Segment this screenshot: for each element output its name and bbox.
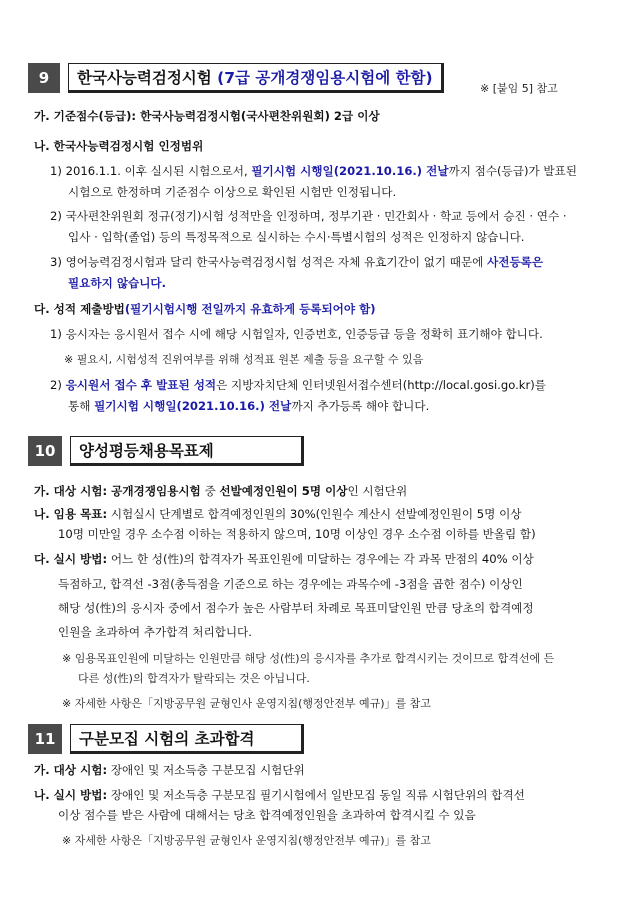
item-da bbox=[34, 301, 376, 317]
section-title bbox=[70, 724, 304, 754]
highlight: (필기시험시행 전일까지 유효하게 등록되어야 함) bbox=[124, 302, 376, 316]
item-na-cont: 10명 미만일 경우 소수점 이하는 적용하지 않으며, 10명 이상인 경우 소수점 이하를 반올림 함) bbox=[58, 527, 536, 541]
text: 까지 추가등록 해야 합니다. bbox=[291, 399, 430, 413]
section-title-text: 양성평등채용목표제 bbox=[79, 442, 214, 460]
item-ga: 가. 기준점수(등급): 한국사능력검정시험(국사편찬위원회) 2급 이상 bbox=[34, 109, 380, 123]
item-da-cont: 득점하고, 합격선 -3점(총득점을 기준으로 하는 경우에는 과목수에 -3점을 곱한 점수) 이상인 bbox=[58, 577, 523, 591]
text: 은 지방자치단체 인터넷원서접수센터(http://local.gosi.go.kr)를 bbox=[216, 378, 546, 392]
item-da-cont: 해당 성(性)의 응시자 중에서 점수가 높은 사람부터 차례로 목표미달인원 만큼 당초의 합격예정 bbox=[58, 601, 534, 615]
item-da-cont: 인원을 초과하여 추가합격 처리합니다. bbox=[58, 625, 252, 639]
section-9-header bbox=[28, 63, 444, 93]
reference-note: ※ [붙임 5] 참고 bbox=[480, 82, 558, 95]
section-title-text: 한국사능력검정시험 bbox=[77, 69, 212, 87]
section-number: 9 bbox=[28, 63, 60, 93]
text: 선발예정인원이 5명 이상 bbox=[219, 484, 348, 498]
text: 통해 bbox=[68, 399, 91, 413]
text: 시험실시 단계별로 합격예정인원의 30%(인원수 계산시 선발예정인원이 5명 이상 bbox=[110, 507, 522, 521]
section-number: 10 bbox=[28, 436, 62, 466]
da-subitem-2-cont bbox=[68, 398, 429, 414]
label: 나. 임용 목표: bbox=[34, 507, 108, 521]
note: ※ 자세한 사항은「지방공무원 균형인사 운영지침(행정안전부 예규)」를 참고 bbox=[62, 697, 431, 710]
text: 중 bbox=[204, 484, 216, 498]
highlight: 응시원서 접수 후 발표된 성적 bbox=[65, 378, 217, 392]
highlight: 사전등록은 bbox=[487, 255, 544, 269]
text: 가. 대상 시험: 공개경쟁임용시험 bbox=[34, 484, 201, 498]
item-ga bbox=[34, 483, 407, 499]
subitem-3 bbox=[50, 254, 543, 270]
text: 장애인 및 저소득층 구분모집 필기시험에서 일반모집 동일 직류 시험단위의 합격선 bbox=[110, 788, 525, 802]
item-na bbox=[34, 787, 525, 803]
section-title-text: 구분모집 시험의 초과합격 bbox=[79, 730, 255, 748]
subitem-1-cont: 시험으로 한정하며 기준점수 이상으로 확인된 시험만 인정됩니다. bbox=[68, 185, 397, 199]
label: 나. 실시 방법: bbox=[34, 788, 108, 802]
item-da bbox=[34, 551, 534, 567]
text: 다. 성적 제출방법 bbox=[34, 302, 125, 316]
text: 1) 2016.1.1. 이후 실시된 시험으로서, bbox=[50, 164, 248, 178]
text: 어느 한 성(性)의 합격자가 목표인원에 미달하는 경우에는 각 과목 만점의 40% 이상 bbox=[110, 552, 534, 566]
subitem-2: 2) 국사편찬위원회 정규(정기)시험 성적만을 인정하며, 정부기관 · 민간회사 · 학교 등에서 승진 · 연수 · bbox=[50, 209, 567, 223]
item-na bbox=[34, 506, 521, 522]
label: 다. 실시 방법: bbox=[34, 552, 108, 566]
text: 2) bbox=[50, 378, 62, 392]
section-number: 11 bbox=[28, 724, 62, 754]
text: 3) 영어능력검정시험과 달리 한국사능력검정시험 성적은 자체 유효기간이 없기 때문에 bbox=[50, 255, 484, 269]
da-subitem-2 bbox=[50, 377, 546, 393]
section-title bbox=[68, 63, 444, 93]
section-11-header bbox=[28, 724, 304, 754]
item-na: 나. 한국사능력검정시험 인정범위 bbox=[34, 139, 204, 153]
item-na-cont: 이상 점수를 받은 사람에 대해서는 당초 합격예정인원을 초과하여 합격시킬 수 있음 bbox=[58, 808, 476, 822]
da-subitem-1: 1) 응시자는 응시원서 접수 시에 해당 시험일자, 인증번호, 인증등급 등을 정확히 표기해야 합니다. bbox=[50, 327, 543, 341]
subitem-2-cont: 입사 · 입학(졸업) 등의 특정목적으로 실시하는 수시·특별시험의 성적은 인정하지 않습니다. bbox=[68, 230, 525, 244]
note: ※ 임용목표인원에 미달하는 인원만큼 해당 성(性)의 응시자를 추가로 합격시키는 것이므로 합격선에 든 bbox=[62, 652, 555, 665]
highlight: 필기시험 시행일(2021.10.16.) 전날 bbox=[94, 399, 292, 413]
subitem-1 bbox=[50, 163, 577, 179]
subitem-3-cont: 필요하지 않습니다. bbox=[68, 276, 167, 290]
item-ga bbox=[34, 762, 305, 778]
label: 가. 대상 시험: bbox=[34, 763, 108, 777]
note: ※ 자세한 사항은「지방공무원 균형인사 운영지침(행정안전부 예규)」를 참고 bbox=[62, 834, 431, 847]
highlight: 필기시험 시행일(2021.10.16.) 전날 bbox=[251, 164, 449, 178]
section-10-header bbox=[28, 436, 304, 466]
text: 인 시험단위 bbox=[347, 484, 408, 498]
da-note: ※ 필요시, 시험성적 진위여부를 위해 성적표 원본 제출 등을 요구할 수 있음 bbox=[64, 353, 424, 366]
note-cont: 다른 성(性)의 합격자가 탈락되는 것은 아닙니다. bbox=[78, 672, 310, 685]
text: 까지 점수(등급)가 발표된 bbox=[448, 164, 577, 178]
section-title-note: (7급 공개경쟁임용시험에 한함) bbox=[217, 69, 433, 87]
section-title bbox=[70, 436, 304, 466]
text: 장애인 및 저소득층 구분모집 시험단위 bbox=[110, 763, 305, 777]
